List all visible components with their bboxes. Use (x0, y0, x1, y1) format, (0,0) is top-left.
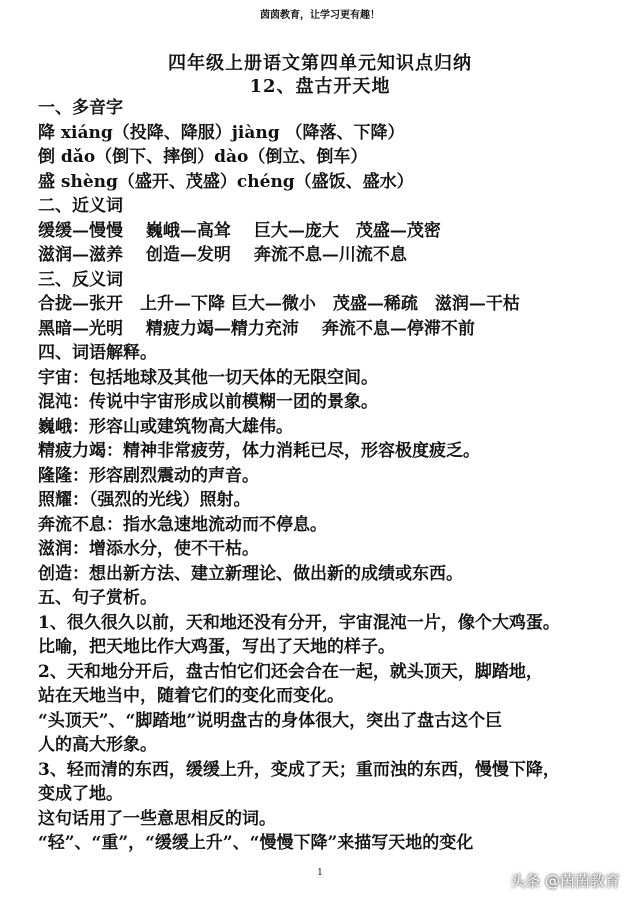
text-line: 奔流不息：指水急速地流动而不停息。 (38, 514, 327, 535)
text-line: 2、天和地分开后，盘古怕它们还会合在一起，就头顶天，脚踏地， (38, 661, 543, 682)
document-title: 四年级上册语文第四单元知识点归纳 (168, 53, 472, 74)
text-line: 滋润：增添水分，使不干枯。 (38, 539, 259, 559)
text-line: 巍峨：形容山或建筑物高大雄伟。 (38, 416, 293, 437)
section-heading: 一、多音字 (38, 98, 123, 118)
text-line: 合拢—张开 上升—下降 巨大—微小 茂盛—稀疏 滋润—干枯 (38, 294, 520, 314)
text-line: 3、轻而清的东西，缓缓上升，变成了天；重而浊的东西，慢慢下降， (38, 759, 560, 780)
content-body (38, 96, 628, 856)
section-heading: 三、反义词 (38, 269, 123, 290)
text-line: 滋润—滋养 创造—发明 奔流不息—川流不息 (38, 245, 407, 265)
text-line: “轻”、“重”，“缓缓上升”、“慢慢下降”来描写天地的变化 (38, 833, 474, 853)
text-line: 黑暗—光明 精疲力竭—精力充沛 奔流不息—停滞不前 (38, 318, 475, 339)
text-line: 站在天地当中，随着它们的变化而变化。 (38, 686, 344, 706)
text-line: 人的高大形象。 (38, 735, 157, 755)
section-heading: 五、句子赏析。 (38, 588, 157, 608)
lesson-title: 12、盘古开天地 (249, 76, 391, 97)
page-number: 1 (317, 868, 323, 878)
text-line: 隆隆：形容剧烈震动的声音。 (38, 465, 259, 486)
text-line: 缓缓—慢慢 巍峨—高耸 巨大—庞大 茂盛—茂密 (38, 220, 441, 241)
text-line: 这句话用了一些意思相反的词。 (38, 808, 276, 829)
text-line: 比喻，把天地比作大鸡蛋，写出了天地的样子。 (38, 637, 395, 657)
text-line: “头顶天”、“脚踏地”说明盘古的身体很大，突出了盘古这个巨 (38, 710, 503, 731)
text-line: 倒 dǎo（倒下、摔倒）dào（倒立、倒车） (38, 147, 368, 167)
text-line: 创造：想出新方法、建立新理论、做出新的成绩或东西。 (38, 563, 463, 584)
text-line: 照耀：（强烈的光线）照射。 (38, 490, 251, 510)
text-line: 变成了地。 (38, 784, 123, 804)
section-heading: 二、近义词 (38, 196, 123, 216)
text-line: 宇宙：包括地球及其他一切天体的无限空间。 (38, 367, 378, 388)
header-note: 茵茵教育，让学习更有趣！ (260, 10, 380, 21)
text-line: 1、很久很久以前，天和地还没有分开，宇宙混沌一片，像个大鸡蛋。 (38, 612, 560, 633)
watermark: 头条 @茵茵教育 (510, 872, 620, 890)
text-line: 降 xiáng（投降、降服）jiàng （降落、下降） (38, 122, 405, 143)
section-heading: 四、词语解释。 (38, 343, 157, 363)
text-line: 盛 shèng（盛开、茂盛）chéng（盛饭、盛水） (38, 171, 414, 192)
text-line: 精疲力竭：精神非常疲劳，体力消耗已尽，形容极度疲乏。 (38, 441, 480, 461)
text-line: 混沌：传说中宇宙形成以前模糊一团的景象。 (38, 392, 378, 412)
